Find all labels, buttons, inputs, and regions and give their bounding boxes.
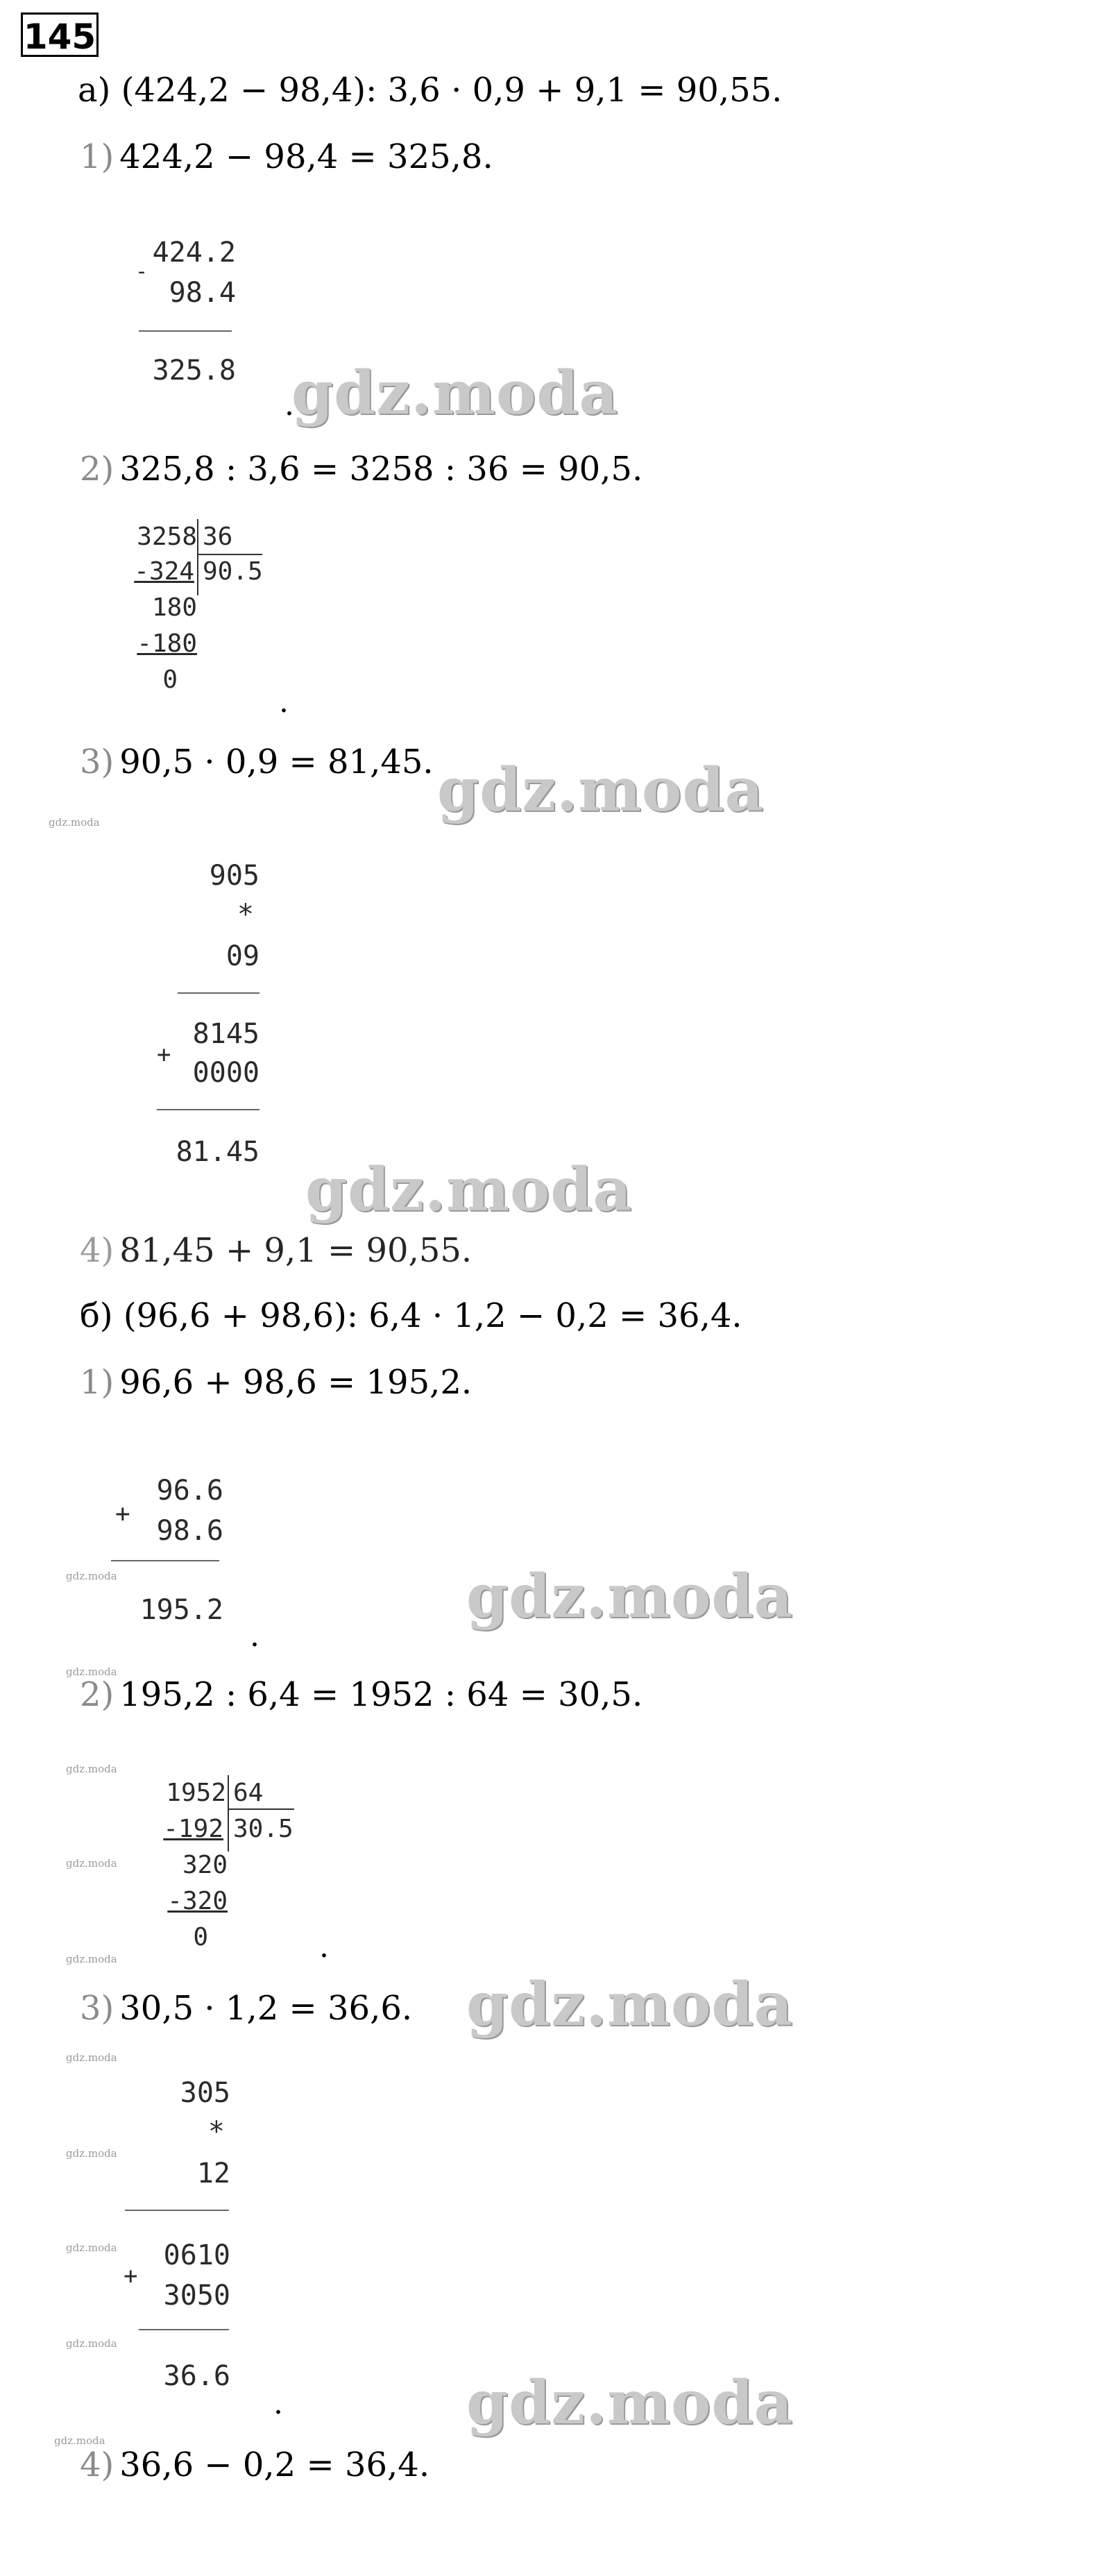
step-text: 36,6 − 0,2 = 36,4. xyxy=(119,2446,430,2484)
step-text: 325,8 : 3,6 = 3258 : 36 = 90,5. xyxy=(119,450,643,489)
partial-2: 0000 xyxy=(192,1057,260,1089)
divisor: 36 xyxy=(203,523,233,551)
step-text: 30,5 · 1,2 = 36,6. xyxy=(119,1989,413,2028)
operand-a: 424.2 xyxy=(152,237,236,269)
plus-sign: + xyxy=(157,1041,171,1069)
partial-1: 8145 xyxy=(192,1018,260,1050)
watermark-small: gdz.moda xyxy=(66,2337,117,2350)
product-rule xyxy=(178,992,260,994)
factor-b: 12 xyxy=(196,2158,230,2189)
sum-result: 195.2 xyxy=(139,1594,223,1626)
watermark-small: gdz.moda xyxy=(54,2434,105,2447)
step-number: 3) xyxy=(80,1989,114,2028)
dot: . xyxy=(250,1618,260,1654)
plus-sign: + xyxy=(124,2262,138,2290)
watermark: gdz.moda xyxy=(466,1561,794,1632)
step-text: 96,6 + 98,6 = 195,2. xyxy=(119,1363,473,1402)
step-number: 2) xyxy=(80,450,114,489)
sum-rule xyxy=(157,1109,260,1110)
quotient: 90.5 xyxy=(203,557,263,586)
product-result: 81.45 xyxy=(176,1136,260,1168)
step-text: 90,5 · 0,9 = 81,45. xyxy=(119,743,434,781)
remainder-2: 0 xyxy=(162,666,178,694)
part-a-step-2 xyxy=(80,448,643,490)
watermark-small: gdz.moda xyxy=(66,2242,117,2254)
factor-a: 905 xyxy=(209,860,260,892)
part-b-expression: б) (96,6 + 98,6): 6,4 · 1,2 − 0,2 = 36,4. xyxy=(80,1296,742,1335)
part-a-expression: а) (424,2 − 98,4): 3,6 · 0,9 + 9,1 = 90,55. xyxy=(78,71,783,110)
step-number: 3) xyxy=(80,743,114,781)
part-b-step-2 xyxy=(80,1674,643,1715)
watermark-small: gdz.moda xyxy=(66,2147,117,2160)
addend-b: 98.6 xyxy=(156,1515,223,1547)
watermark-small: gdz.moda xyxy=(66,1953,117,1965)
step-text: 195,2 : 6,4 = 1952 : 64 = 30,5. xyxy=(119,1675,643,1714)
quotient-rule xyxy=(229,1808,294,1810)
watermark: gdz.moda xyxy=(466,2368,794,2438)
sum-rule xyxy=(111,1560,219,1561)
watermark: gdz.moda xyxy=(437,755,765,825)
minus-sign: - xyxy=(135,260,148,284)
dot: . xyxy=(319,1929,329,1965)
subtract-2: -180 xyxy=(137,629,197,658)
step-number: 1) xyxy=(80,1363,114,1402)
step-number: 4) xyxy=(80,2446,114,2484)
step-number: 1) xyxy=(80,137,114,176)
factor-a: 305 xyxy=(180,2077,230,2109)
subtract-1: -192 xyxy=(163,1815,223,1843)
remainder-2: 0 xyxy=(193,1923,208,1951)
part-a-step-1 xyxy=(80,136,493,178)
division-bar xyxy=(228,1775,229,1852)
part-a-step-3 xyxy=(80,741,434,783)
result: 325.8 xyxy=(152,355,236,387)
operand-b: 98.4 xyxy=(169,277,236,309)
partial-1: 0610 xyxy=(163,2239,230,2271)
watermark-small: gdz.moda xyxy=(66,1763,117,1775)
product-result: 36.6 xyxy=(163,2360,230,2392)
multiply-sign: * xyxy=(207,2116,225,2148)
watermark: gdz.moda xyxy=(466,1969,794,2040)
part-b-step-1 xyxy=(80,1362,472,1403)
result-rule xyxy=(139,330,232,332)
watermark-small: gdz.moda xyxy=(66,1857,117,1870)
watermark: gdz.moda xyxy=(305,1155,633,1225)
remainder-1: 320 xyxy=(182,1851,228,1879)
dot: . xyxy=(273,2386,283,2421)
watermark-small: gdz.moda xyxy=(66,1666,117,1678)
remainder-1: 180 xyxy=(151,593,197,622)
step-number: 2) xyxy=(80,1675,114,1714)
addend-a: 96.6 xyxy=(156,1475,223,1507)
division-bar xyxy=(197,519,198,595)
sum-rule xyxy=(139,2329,229,2330)
dot: . xyxy=(279,684,289,720)
part-a-step-4 xyxy=(80,1230,472,1271)
task-number: 145 xyxy=(21,12,99,57)
part-b-step-3 xyxy=(80,1988,412,2029)
step-text: 81,45 + 9,1 = 90,55. xyxy=(119,1231,473,1270)
dot: . xyxy=(284,387,294,423)
quotient: 30.5 xyxy=(233,1815,293,1843)
multiply-sign: * xyxy=(237,899,254,931)
product-rule xyxy=(125,2210,229,2211)
partial-2: 3050 xyxy=(163,2280,230,2312)
dividend: 3258 xyxy=(137,523,197,551)
watermark-small: gdz.moda xyxy=(49,816,100,829)
dividend: 1952 xyxy=(166,1779,226,1807)
watermark: gdz.moda xyxy=(291,358,619,428)
watermark-small: gdz.moda xyxy=(66,1570,117,1582)
step-text: 424,2 − 98,4 = 325,8. xyxy=(119,137,493,176)
factor-b: 09 xyxy=(226,940,260,972)
divisor: 64 xyxy=(233,1779,264,1807)
step-number: 4) xyxy=(80,1231,114,1270)
part-b-step-4 xyxy=(80,2444,429,2486)
watermark-small: gdz.moda xyxy=(66,2051,117,2064)
subtract-2: -320 xyxy=(167,1887,228,1915)
subtract-1: -324 xyxy=(134,557,194,586)
plus-sign: + xyxy=(115,1500,130,1528)
